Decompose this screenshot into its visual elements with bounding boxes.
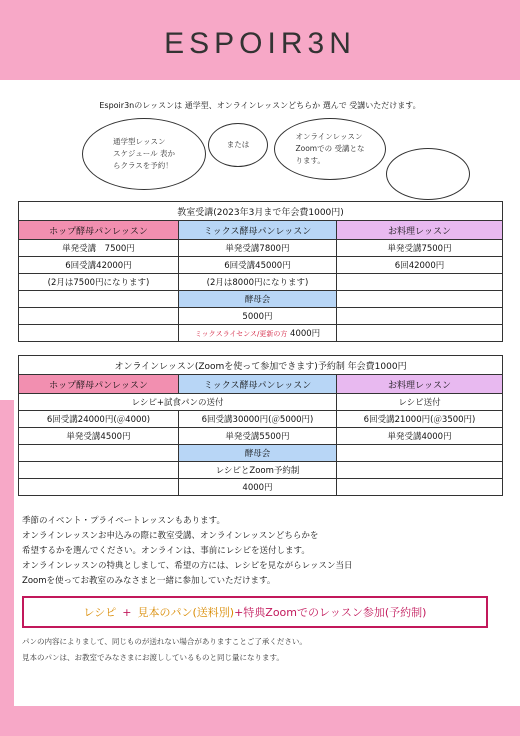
note-line: 希望するかを選んでください。オンラインは、事前にレシピを送付します。 [22,546,310,556]
table-cell [19,479,179,496]
online-table-title: オンラインレッスン(Zoomを使って参加できます)予約制 年会費1000円 [19,356,503,375]
note-line: オンラインレッスンお申込みの際に教室受講、オンラインレッスンどちらかを [22,531,319,541]
table-row [19,445,503,462]
table-row [19,479,503,496]
offer-plus: + [122,605,132,619]
table-cell [19,291,179,308]
left-accent-bar [0,400,14,736]
table-cell [337,445,503,462]
classroom-price-table [18,201,503,342]
header-band [0,0,520,80]
table-row [19,394,503,411]
table-cell: 6回受講21000円(＠3500円) [337,411,503,428]
license-note: ミックスライセンス/更新の方 [194,330,288,338]
table-cell: 6回受講42000円 [19,257,179,274]
footer-line: 見本のパンは、お教室でみなさまにお渡ししているものと同じ量になります。 [22,653,284,662]
table-cell: 単発受講7800円 [179,240,337,257]
table-row [19,257,503,274]
table-cell: (2月は7500円になります) [19,274,179,291]
footer-notes [22,634,502,666]
table-cell [337,479,503,496]
note-line: Zoomを使ってお教室のみなさまと一緒に参加していただけます。 [22,576,276,586]
table-cell: 単発受講4000円 [337,428,503,445]
online-header-hop: ホップ酵母パンレッスン [19,375,179,394]
table-cell [19,325,179,342]
table-cell: 6回受講45000円 [179,257,337,274]
table-row [19,291,503,308]
table-cell: 単発受講7500円 [337,240,503,257]
table-row [19,428,503,445]
table-cell [337,308,503,325]
note-line: オンラインレッスンの特典としまして、希望の方には、レシピを見ながらレッスン当日 [22,561,353,571]
footer-line: パンの内容によりまして、同じものが送れない場合がありますことご了承ください。 [22,637,307,646]
online-kobo-price: 4000円 [179,479,337,496]
bubble-classroom: 通学型レッスン スケジュール 表か らクラスを予約！ [82,118,206,190]
classroom-table-title: 教室受講(2023年3月まで年会費1000円) [19,202,503,221]
classroom-kobo-price: 5000円 [179,308,337,325]
offer-recipe: レシピ [83,606,117,619]
table-cell [19,445,179,462]
table-cell: (2月は8000円になります) [179,274,337,291]
classroom-header-mix: ミックス酵母パンレッスン [179,221,337,240]
page-title: ESPOIR3N [164,27,356,60]
online-delivery-recipe: レシピ送付 [337,394,503,411]
bubble-empty [386,148,470,200]
online-header-mix: ミックス酵母パンレッスン [179,375,337,394]
table-cell [19,308,179,325]
table-cell: 6回受講30000円(＠5000円) [179,411,337,428]
license-price: 4000円 [290,329,321,339]
table-row [19,411,503,428]
footer-band [0,706,520,736]
table-cell: 単発受講 7500円 [19,240,179,257]
online-header-cooking: お料理レッスン [337,375,503,394]
bubble-online: オンラインレッスン Zoomでの 受講とな ります。 [274,118,386,180]
offer-special: +特典Zoomでのレッスン参加(予約制) [234,606,427,619]
classroom-license-cell [179,325,337,342]
classroom-header-hop: ホップ酵母パンレッスン [19,221,179,240]
offer-sample-bread: 見本のパン(送料別) [137,606,235,619]
table-row [19,274,503,291]
note-line: 季節のイベント・プライベートレッスンもあります。 [22,516,225,526]
notes-block [22,514,502,589]
online-price-table [18,355,503,496]
table-cell: 単発受講5500円 [179,428,337,445]
online-kobo-desc: レシピとZoom予約制 [179,462,337,479]
table-row [19,325,503,342]
online-offer-box [22,596,488,628]
online-kobo-label: 酵母会 [179,445,337,462]
table-cell: 6回42000円 [337,257,503,274]
bubble-or: または [208,123,268,167]
intro-text: Espoir3nのレッスンは 通学型、オンラインレッスンどちらか 選んで 受講いただけます。 [99,101,421,110]
table-cell: 単発受講4500円 [19,428,179,445]
table-cell [337,274,503,291]
table-cell [337,325,503,342]
table-cell [337,462,503,479]
table-row [19,462,503,479]
classroom-header-cooking: お料理レッスン [337,221,503,240]
table-row [19,308,503,325]
table-cell [19,462,179,479]
online-delivery-bread: レシピ+試食パンの送付 [19,394,337,411]
classroom-kobo-label: 酵母会 [179,291,337,308]
table-cell: 6回受講24000円(＠4000) [19,411,179,428]
table-cell [337,291,503,308]
table-row [19,240,503,257]
